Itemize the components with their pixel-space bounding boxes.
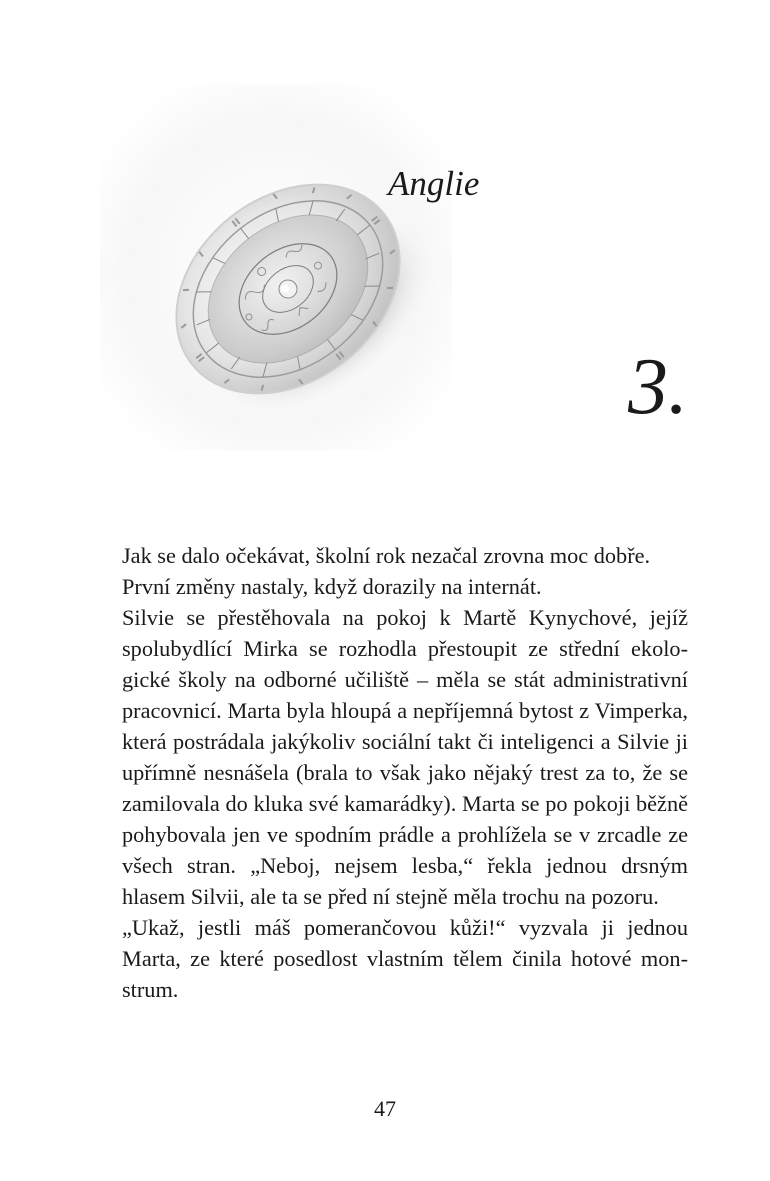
paragraph: První změny nastaly, když dorazily na internát. — [122, 574, 542, 599]
paragraph: Jak se dalo očekávat, školní rok nezačal zrovna moc dobře. — [122, 543, 651, 568]
zodiac-clock-dial-icon — [100, 84, 452, 450]
chapter-number: 3. — [628, 343, 688, 431]
page-number: 47 — [374, 1096, 396, 1121]
chapter-body — [122, 540, 688, 1005]
chapter-title: Anglie — [388, 164, 480, 203]
paragraph: „Ukaž, jestli máš pomerančovou kůži!“ vyzvala ji jednou Marta, ze které posedlost vlastním tělem činila hotové monstrum. — [122, 915, 688, 1002]
paragraph: Silvie se přestěhovala na pokoj k Martě Kynychové, jejíž spolubydlící Mirka se rozhodla přestoupit ze střední ekologické školy na odborné učiliště – měla se stát administrativní pracovnicí. Marta byla hloupá a nepříjemná bytost z Vimperka, která postrádala jakýkoliv sociální takt či inteligenci a Silvie ji upřímně nesnášela (brala to však jako nějaký trest za to, že se zamilovala do kluka své kamarádky). Marta se po pokoji běžně pohybovala jen ve spodním prádle a prohlížela se v zrcadle ze všech stran. „Neboj, nejsem lesba,“ řekla jednou drsným hlasem Silvii, ale ta se před ní stejně měla trochu na pozoru. — [122, 605, 688, 909]
